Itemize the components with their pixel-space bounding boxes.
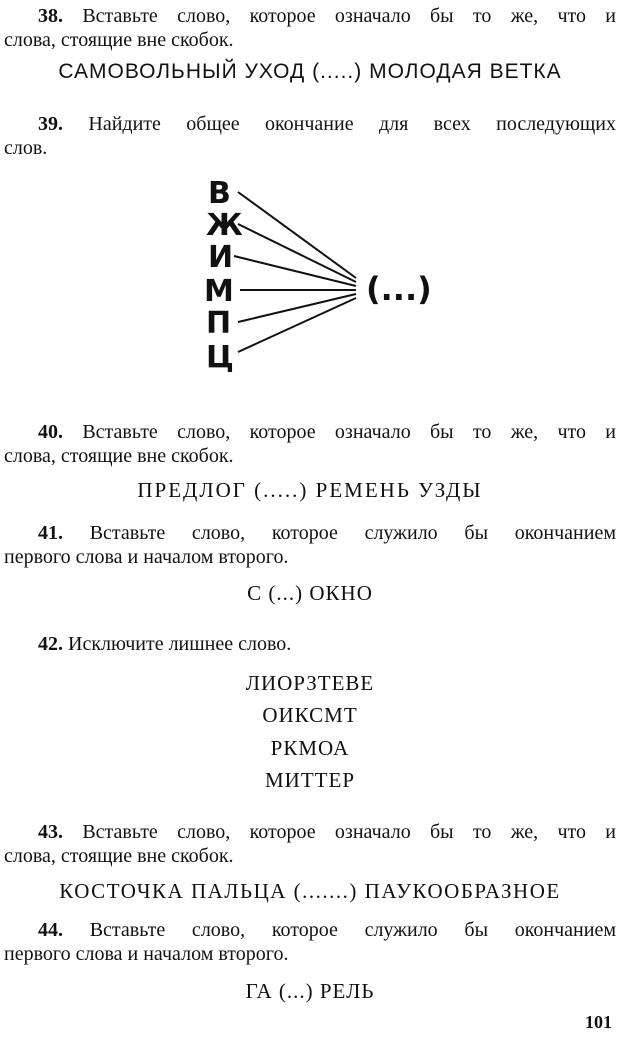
q43-number: 43. bbox=[38, 821, 63, 843]
q39-line2: слов. bbox=[4, 137, 48, 159]
connector-line-5 bbox=[238, 294, 356, 322]
q44-line1 bbox=[38, 918, 616, 942]
q39-connector-lines bbox=[234, 192, 356, 352]
connector-line-3 bbox=[234, 256, 356, 286]
q41-text1: Вставьте слово, которое служило бы окончанием bbox=[89, 522, 616, 544]
q41-number: 41. bbox=[38, 522, 63, 544]
connector-line-2 bbox=[238, 224, 356, 282]
q43-puzzle: КОСТОЧКА ПАЛЬЦА (.......) ПАУКООБРАЗНОЕ bbox=[59, 879, 561, 903]
q41-line2: первого слова и началом второго. bbox=[4, 546, 289, 568]
q39-letter-1: В bbox=[208, 176, 231, 211]
q38-line2: слова, стоящие вне скобок. bbox=[4, 29, 234, 51]
connector-line-1 bbox=[238, 192, 356, 278]
q39-number: 39. bbox=[38, 113, 63, 135]
q39-letter-5: П bbox=[206, 306, 232, 341]
q42-word-4: МИТТЕР bbox=[265, 768, 355, 792]
q40-line1 bbox=[38, 420, 616, 444]
q40-number: 40. bbox=[38, 421, 63, 443]
q39-letter-6: Ц bbox=[206, 340, 234, 375]
q44-text1: Вставьте слово, которое служило бы окончанием bbox=[89, 919, 616, 941]
q38-puzzle: САМОВОЛЬНЫЙ УХОД (.....) МОЛОДАЯ ВЕТКА bbox=[58, 60, 562, 83]
q40-puzzle: ПРЕДЛОГ (.....) РЕМЕНЬ УЗДЫ bbox=[137, 478, 483, 502]
q44-number: 44. bbox=[38, 919, 63, 941]
q39-line1 bbox=[38, 112, 616, 136]
q41-puzzle: С (...) ОКНО bbox=[247, 581, 373, 605]
q43-line2: слова, стоящие вне скобок. bbox=[4, 845, 234, 867]
q39-text1: Найдите общее окончание для всех последующих bbox=[88, 113, 617, 135]
q42-word-1: ЛИОРЗТЕВЕ bbox=[245, 671, 375, 695]
q43-text1: Вставьте слово, которое означало бы то же, что и bbox=[82, 821, 616, 843]
q42-line1 bbox=[38, 632, 616, 656]
q42-word-2: ОИКСМТ bbox=[262, 703, 358, 727]
q44-puzzle: ГА (...) РЕЛЬ bbox=[245, 979, 375, 1003]
q42-word-3: РКМОА bbox=[270, 736, 350, 760]
q40-line2: слова, стоящие вне скобок. bbox=[4, 445, 234, 467]
q38-line1 bbox=[38, 4, 616, 28]
q39-letter-diagram bbox=[190, 172, 450, 382]
q38-number: 38. bbox=[38, 5, 63, 27]
q43-line1 bbox=[38, 820, 616, 844]
q39-letter-4: М bbox=[204, 274, 234, 309]
q41-line1 bbox=[38, 521, 616, 545]
q44-line2: первого слова и началом второго. bbox=[4, 943, 289, 965]
connector-line-6 bbox=[238, 298, 356, 352]
q42-number: 42. bbox=[38, 633, 63, 655]
q39-letter-2: Ж bbox=[206, 208, 243, 243]
page-number: 101 bbox=[585, 1012, 612, 1032]
q42-text1: Исключите лишнее слово. bbox=[68, 633, 292, 655]
q39-target: (...) bbox=[366, 270, 432, 308]
q38-text1: Вставьте слово, которое означало бы то же, что и bbox=[82, 5, 616, 27]
q39-letter-3: И bbox=[208, 240, 234, 275]
q40-text1: Вставьте слово, которое означало бы то же, что и bbox=[82, 421, 616, 443]
